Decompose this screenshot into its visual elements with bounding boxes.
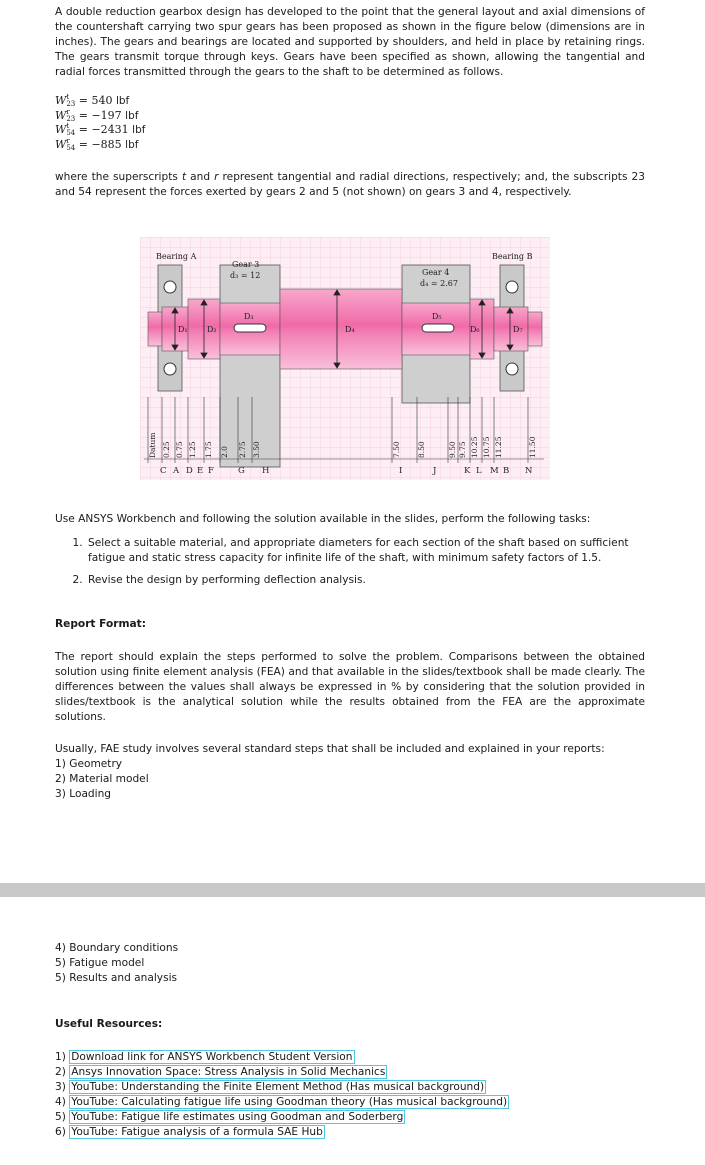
station-letter: K <box>464 466 471 476</box>
intro-paragraph: A double reduction gearbox design has developed to the point that the general layout and axial dimensions of the countershaft carrying two spur gears has been proposed as shown in the figure below (dimensions are in inches). The gears and bearings are located and supported by shoulders, and held in place by retaining rings. The gears transmit torque through keys. Gears have been specified as shown, allowing the tangential and radial forces transmitted through the gears to the shaft to be determined as follows. <box>55 6 645 78</box>
station-letter: H <box>262 466 270 476</box>
step-item: 4) Boundary conditions <box>55 942 179 954</box>
force-item: W r 23 = −197 lbf <box>55 107 139 123</box>
resources-heading: Useful Resources: <box>55 1018 163 1030</box>
step-item: 2) Material model <box>55 773 149 785</box>
label-bearing-b: Bearing B <box>492 252 533 261</box>
steps-list-b <box>55 941 178 986</box>
dimension-label: 8.50 <box>417 441 426 458</box>
shaft-seg-left-end <box>148 312 162 346</box>
bearing-b-ball-bottom <box>506 363 518 375</box>
bearing-a-ball-bottom <box>164 363 176 375</box>
tasks-intro: Use ANSYS Workbench and following the solution available in the slides, perform the following tasks: <box>55 513 591 525</box>
dimension-label: 9.50 <box>448 441 457 458</box>
label-d1: D₁ <box>178 325 188 334</box>
station-letter: A <box>173 466 180 476</box>
step-item: 3) Loading <box>55 788 112 800</box>
dimension-label: 1.25 <box>188 441 197 458</box>
steps-list-a <box>55 757 149 802</box>
keyway-gear3 <box>234 324 266 332</box>
dimension-label: 3.50 <box>252 441 261 458</box>
station-letter: B <box>503 466 510 476</box>
resource-link-fem-video[interactable]: YouTube: Understanding the Finite Element Method (Has musical background) <box>71 1081 485 1093</box>
resource-item: 1) Download link for ANSYS Workbench Student Version <box>55 1051 353 1063</box>
task-item: 1. Select a suitable material, and appropriate diameters for each section of the shaft based on sufficient fatigue and static stress capacity for infinite life of the shaft, with minimum safety factors of 1.5. <box>86 536 661 566</box>
dimension-label: 7.50 <box>392 441 401 458</box>
label-d3: D₃ <box>244 312 254 321</box>
step-item: 5) Fatigue model <box>55 957 145 969</box>
resource-item: 3) YouTube: Understanding the Finite Element Method (Has musical background) <box>55 1081 485 1093</box>
gear3-body <box>220 265 280 467</box>
station-letter: C <box>160 466 167 476</box>
resource-item: 5) YouTube: Fatigue life estimates using Goodman and Soderberg <box>55 1111 404 1123</box>
shaft-figure <box>140 237 550 480</box>
resource-link-innovation-space[interactable]: Ansys Innovation Space: Stress Analysis in Solid Mechanics <box>71 1066 386 1078</box>
label-d5: D₅ <box>432 312 442 321</box>
dimension-label: 11.50 <box>528 436 537 458</box>
dimension-label: 2.75 <box>238 441 247 458</box>
resource-link-ansys-download[interactable]: Download link for ANSYS Workbench Student Version <box>71 1051 353 1063</box>
station-letter: J <box>433 466 437 476</box>
label-gear4: Gear 4 <box>422 268 450 277</box>
station-letter: F <box>208 466 214 476</box>
station-letter: G <box>238 466 245 476</box>
dimension-label: 10.75 <box>482 436 491 458</box>
label-bearing-a: Bearing A <box>156 252 197 261</box>
tasks-list <box>70 536 661 595</box>
resource-item: 4) YouTube: Calculating fatigue life using Goodman theory (Has musical background) <box>55 1096 508 1108</box>
force-item: W r 54 = −885 lbf <box>55 136 139 152</box>
station-letter: D <box>186 466 193 476</box>
dimension-label: 2.0 <box>220 446 229 458</box>
bearing-b-ball-top <box>506 281 518 293</box>
resource-link-soderberg-video[interactable]: YouTube: Fatigue life estimates using Goodman and Soderberg <box>71 1111 404 1123</box>
station-letter: E <box>197 466 204 476</box>
force-item: W t 23 = 540 lbf <box>55 93 130 108</box>
dimension-label: 9.75 <box>458 441 467 458</box>
shaft-seg-right-end <box>528 312 542 346</box>
resource-link-goodman-video[interactable]: YouTube: Calculating fatigue life using Goodman theory (Has musical background) <box>71 1096 508 1108</box>
report-heading: Report Format: <box>55 618 146 630</box>
dimension-label: Datum <box>148 432 157 458</box>
step-item: 1) Geometry <box>55 758 123 770</box>
station-letter: N <box>525 466 533 476</box>
resources-list <box>55 1050 509 1140</box>
dimension-label: 10.25 <box>470 436 479 458</box>
label-gear3-d: d₃ = 12 <box>230 271 261 280</box>
station-letter: L <box>476 466 482 476</box>
keyway-gear4 <box>422 324 454 332</box>
resource-link-sae-hub-video[interactable]: YouTube: Fatigue analysis of a formula SAE Hub <box>71 1126 323 1138</box>
step-item: 5) Results and analysis <box>55 972 178 984</box>
station-letter: M <box>490 466 499 476</box>
label-d6: D₆ <box>470 325 480 334</box>
resource-item: 6) YouTube: Fatigue analysis of a formula SAE Hub <box>55 1126 323 1138</box>
label-d7: D₇ <box>513 325 523 334</box>
shaft-seg-d4 <box>280 289 402 369</box>
dimension-label: 0.75 <box>175 441 184 458</box>
steps-intro: Usually, FAE study involves several standard steps that shall be included and explained in your reports: <box>55 743 605 755</box>
force-item: W t 54 = −2431 lbf <box>55 122 146 137</box>
shaft-seg-d7 <box>494 307 528 351</box>
dimension-label: 11.25 <box>494 436 503 458</box>
where-paragraph: where the superscripts t and r represent tangential and radial directions, respectively; and, the subscripts 23 and 54 represent the forces exerted by gears 2 and 5 (not shown) on gears 3 and 4, respectively. <box>55 171 645 198</box>
label-d2: D₂ <box>207 325 217 334</box>
label-gear3: Gear 3 <box>232 260 260 269</box>
task-item: 2. Revise the design by performing deflection analysis. <box>86 573 661 588</box>
force-list <box>55 94 145 152</box>
station-letter: I <box>399 466 403 476</box>
resource-item: 2) Ansys Innovation Space: Stress Analysis in Solid Mechanics <box>55 1066 386 1078</box>
bearing-a-ball-top <box>164 281 176 293</box>
dimension-label: 1.75 <box>204 441 213 458</box>
label-gear4-d: d₄ = 2.67 <box>420 279 458 288</box>
report-paragraph: The report should explain the steps performed to solve the problem. Comparisons between the obtained solution using finite element analysis (FEA) and that available in the slides/textbook shall be made clearly. The differences between the values shall always be expressed in % by considering that the solution provided in slides/textbook is the analytical solution while the results obtained from the FEA are the approximate solutions. <box>55 651 645 723</box>
dimension-label: 0.25 <box>162 441 171 458</box>
page-divider <box>0 883 705 897</box>
label-d4: D₄ <box>345 325 355 334</box>
